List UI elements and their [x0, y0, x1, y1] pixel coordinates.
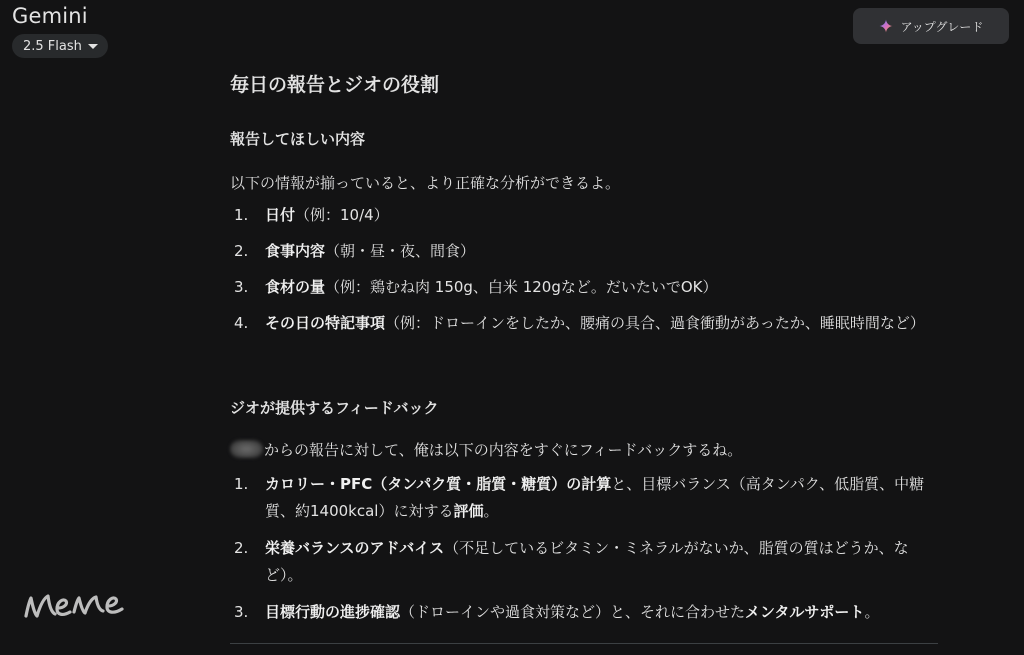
list-item: [230, 238, 945, 265]
list-number: 2.: [234, 539, 249, 557]
feedback-intro-text: からの報告に対して、俺は以下の内容をすぐにフィードバックするね。: [264, 441, 743, 459]
list-item-bold: 食材の量: [265, 278, 326, 296]
upgrade-button[interactable]: [853, 8, 1009, 44]
list-item-bold-2: メンタルサポート: [745, 603, 865, 621]
section-title-feedback: ジオが提供するフィードバック: [230, 399, 439, 417]
list-item: [230, 274, 945, 301]
list-item: [230, 310, 945, 337]
redacted-name: [230, 440, 263, 458]
list-item-text: （不足しているビタミン・ミネラルがないか、脂質の質はどうか、など）。: [265, 539, 909, 584]
list-number: 1.: [234, 206, 249, 224]
list-item: [230, 535, 945, 589]
list-item-text-2: 。: [483, 502, 499, 520]
model-label: 2.5 Flash: [23, 38, 82, 54]
list-item-text: （例：ドローインをしたか、腰痛の具合、過食衝動があったか、睡眠時間など）: [385, 314, 925, 332]
handwritten-signature: [22, 580, 157, 628]
list-item-bold: 食事内容: [265, 242, 326, 260]
section-intro-feedback: [230, 439, 742, 460]
model-selector[interactable]: [12, 34, 108, 58]
list-item-bold: カロリー・PFC（タンパク質・脂質・糖質）の計算: [265, 475, 612, 493]
list-item-bold-2: 評価: [453, 502, 484, 520]
list-item-text: （例：鶏むね肉 150g、白米 120gなど。だいたいでOK）: [325, 278, 718, 296]
list-number: 4.: [234, 314, 249, 332]
section-intro-report: 以下の情報が揃っていると、より正確な分析ができるよ。: [230, 174, 621, 192]
list-item-bold: その日の特記事項: [265, 314, 386, 332]
upgrade-label: アップグレード: [900, 19, 984, 34]
list-number: 3.: [234, 278, 249, 296]
list-item-text-2: 。: [864, 603, 880, 621]
list-item-text: （ドローインや過食対策など）と、それに合わせた: [400, 603, 746, 621]
list-number: 2.: [234, 242, 249, 260]
list-item-bold: 目標行動の進捗確認: [265, 603, 401, 621]
caret-down-icon: [88, 44, 98, 49]
list-item: [230, 202, 945, 229]
list-item-bold: 栄養バランスのアドバイス: [265, 539, 445, 557]
list-item: [230, 599, 945, 626]
response-heading: 毎日の報告とジオの役割: [230, 74, 440, 96]
list-number: 3.: [234, 603, 249, 621]
section-title-report: 報告してほしい内容: [230, 130, 366, 148]
list-item: [230, 471, 945, 525]
list-item-text: （例：10/4）: [295, 206, 389, 224]
list-item-text: （朝・昼・夜、間食）: [325, 242, 476, 260]
list-item-text: と、目標バランス（高タンパク、低脂質、中糖質、約1400kcal）に対する: [265, 475, 925, 520]
app-title[interactable]: Gemini: [12, 4, 88, 28]
divider: [230, 643, 938, 644]
list-number: 1.: [234, 475, 249, 493]
list-item-bold: 日付: [265, 206, 296, 224]
sparkle-icon: [879, 19, 893, 33]
